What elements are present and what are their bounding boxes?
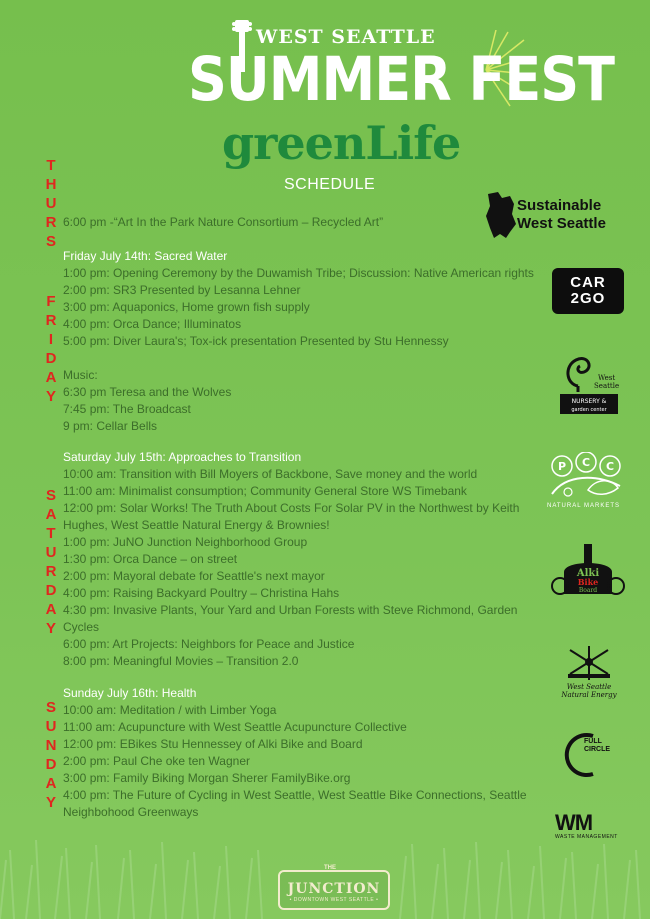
schedule-item: 2:00 pm: Mayoral debate for Seattle's next mayor xyxy=(63,569,325,583)
sponsor-text: Alki xyxy=(576,568,600,579)
day-letter: H xyxy=(45,176,57,193)
day-letter: S xyxy=(45,233,56,250)
summer-fest-title: SUMMER FEST xyxy=(188,44,614,115)
sponsor-text: P xyxy=(557,460,567,473)
day-letter: A xyxy=(45,506,57,523)
schedule-item: 4:00 pm: The Future of Cycling in West Seattle, West Seattle Bike Connections, Seattle Neighbohood Greenways xyxy=(63,788,527,819)
schedule-item: 5:00 pm: Diver Laura's; Tox-ick presentation Presented by Stu Hennessy xyxy=(63,334,449,348)
the-junction-logo xyxy=(278,865,390,910)
greenlife-title: greenLife xyxy=(222,116,461,170)
schedule-item: 6:00 pm -“Art In the Park Nature Consortium – Recycled Art” xyxy=(63,215,384,229)
friday-schedule xyxy=(63,248,534,435)
schedule-item: 4:00 pm: Raising Backyard Poultry – Christina Hahs xyxy=(63,586,340,600)
schedule-item: 4:30 pm: Invasive Plants, Your Yard and Urban Forests with Steve Richmond, Garden Cycles xyxy=(63,603,518,634)
sponsor-text: Sustainable xyxy=(517,197,602,214)
sunday-heading: Sunday July 16th: Health xyxy=(63,686,197,700)
day-letter: R xyxy=(45,214,57,231)
schedule-item: 2:00 pm: Paul Che oke ten Wagner xyxy=(63,754,250,768)
sponsor-text: Seattle xyxy=(594,382,620,390)
music-item: 9 pm: Cellar Bells xyxy=(63,419,158,433)
day-letter: S xyxy=(45,487,56,504)
sustainable-west-seattle-map-icon xyxy=(484,192,518,240)
day-letter: Y xyxy=(45,620,56,637)
schedule-item: 1:00 pm: Opening Ceremony by the Duwamish Tribe; Discussion: Native American rights xyxy=(63,266,534,280)
sunday-schedule xyxy=(63,685,533,821)
alki-bike-board-logo xyxy=(550,542,626,606)
schedule-item: 3:00 pm: Aquaponics, Home grown fish supply xyxy=(63,300,310,314)
day-letter: S xyxy=(45,699,56,716)
day-letter: D xyxy=(45,582,57,599)
schedule-item: 1:00 pm: JuNO Junction Neighborhood Group xyxy=(63,535,308,549)
sponsor-text: Natural Energy xyxy=(561,691,617,699)
schedule-item: 6:00 pm: Art Projects: Neighbors for Peace and Justice xyxy=(63,637,355,651)
day-letter: A xyxy=(45,369,57,386)
the-junction-subtitle: • DOWNTOWN WEST SEATTLE • xyxy=(289,897,379,903)
sponsor-text: Bike xyxy=(577,577,599,587)
schedule-item: 11:00 am: Minimalist consumption; Community General Store WS Timebank xyxy=(63,484,467,498)
sponsor-text: West Seattle xyxy=(517,215,606,232)
sponsor-text: NURSERY & xyxy=(571,398,607,405)
west-seattle-natural-energy-logo xyxy=(554,683,624,699)
sponsor-text: CIRCLE xyxy=(584,746,611,753)
day-letter: T xyxy=(46,525,56,542)
music-item: 6:30 pm Teresa and the Wolves xyxy=(63,385,232,399)
thursday-vertical-label xyxy=(44,156,58,251)
sponsor-text: Board xyxy=(578,587,598,594)
sponsor-text: FULL xyxy=(584,738,602,745)
day-letter: D xyxy=(45,756,57,773)
sponsor-text: West Seattle xyxy=(566,683,612,691)
sponsor-text: West xyxy=(598,374,616,382)
pcc-subtitle: NATURAL MARKETS xyxy=(547,503,621,509)
schedule-item: 10:00 am: Meditation / with Limber Yoga xyxy=(63,703,277,717)
schedule-item: 12:00 pm: EBikes Stu Hennessey of Alki Bike and Board xyxy=(63,737,363,751)
saturday-vertical-label xyxy=(44,486,58,638)
day-letter: U xyxy=(45,195,57,212)
schedule-item: 12:00 pm: Solar Works! The Truth About Costs For Solar PV in the Northwest by Keith Hughes, West Seattle Natural Energy & Brownies! xyxy=(63,501,520,532)
day-letter: R xyxy=(45,312,57,329)
music-item: 7:45 pm: The Broadcast xyxy=(63,402,191,416)
west-seattle-title: WEST SEATTLE xyxy=(256,26,436,48)
schedule-item: 1:30 pm: Orca Dance – on street xyxy=(63,552,238,566)
friday-heading: Friday July 14th: Sacred Water xyxy=(63,249,228,263)
day-letter: U xyxy=(45,718,57,735)
day-letter: D xyxy=(45,350,57,367)
day-letter: N xyxy=(45,737,57,754)
day-letter: A xyxy=(45,775,57,792)
the-junction-title: JUNCTION xyxy=(287,881,381,897)
day-letter: I xyxy=(48,331,54,348)
sunday-vertical-label xyxy=(44,698,58,812)
sponsor-text: 2GO xyxy=(570,290,606,307)
sponsor-text: CAR xyxy=(570,274,606,291)
sponsor-text: C xyxy=(581,456,591,469)
pcc-logo xyxy=(546,452,626,504)
schedule-item: 10:00 am: Transition with Bill Moyers of Backbone, Save money and the world xyxy=(63,467,478,481)
music-heading: Music: xyxy=(63,368,98,382)
day-letter: Y xyxy=(45,388,56,405)
day-letter: T xyxy=(46,157,56,174)
sponsor-text: WASTE MANAGEMENT xyxy=(555,834,618,840)
schedule-item: 11:00 am: Acupuncture with West Seattle Acupuncture Collective xyxy=(63,720,407,734)
sponsor-text: WM xyxy=(555,810,593,835)
day-letter: U xyxy=(45,544,57,561)
the-junction-the: THE xyxy=(324,865,336,871)
saturday-heading: Saturday July 15th: Approaches to Transition xyxy=(63,450,302,464)
day-letter: F xyxy=(46,293,56,310)
schedule-item: 4:00 pm: Orca Dance; Illuminatos xyxy=(63,317,242,331)
west-seattle-nursery-logo xyxy=(558,346,622,416)
thursday-schedule xyxy=(63,214,383,231)
saturday-schedule xyxy=(63,449,533,670)
day-letter: A xyxy=(45,601,57,618)
day-letter: R xyxy=(45,563,57,580)
full-circle-logo xyxy=(584,738,610,754)
sponsor-text: garden center xyxy=(571,407,607,413)
west-seattle-natural-energy-icon xyxy=(566,644,612,682)
sponsor-text: C xyxy=(605,460,615,473)
schedule-item: 2:00 pm: SR3 Presented by Lesanna Lehner xyxy=(63,283,301,297)
schedule-item: 8:00 pm: Meaningful Movies – Transition 2.0 xyxy=(63,654,299,668)
car2go-logo xyxy=(552,268,624,314)
schedule-item: 3:00 pm: Family Biking Morgan Sherer FamilyBike.org xyxy=(63,771,351,785)
schedule-title: SCHEDULE xyxy=(284,176,376,193)
friday-vertical-label xyxy=(44,292,58,406)
day-letter: Y xyxy=(45,794,56,811)
sustainable-west-seattle-logo xyxy=(517,197,606,233)
